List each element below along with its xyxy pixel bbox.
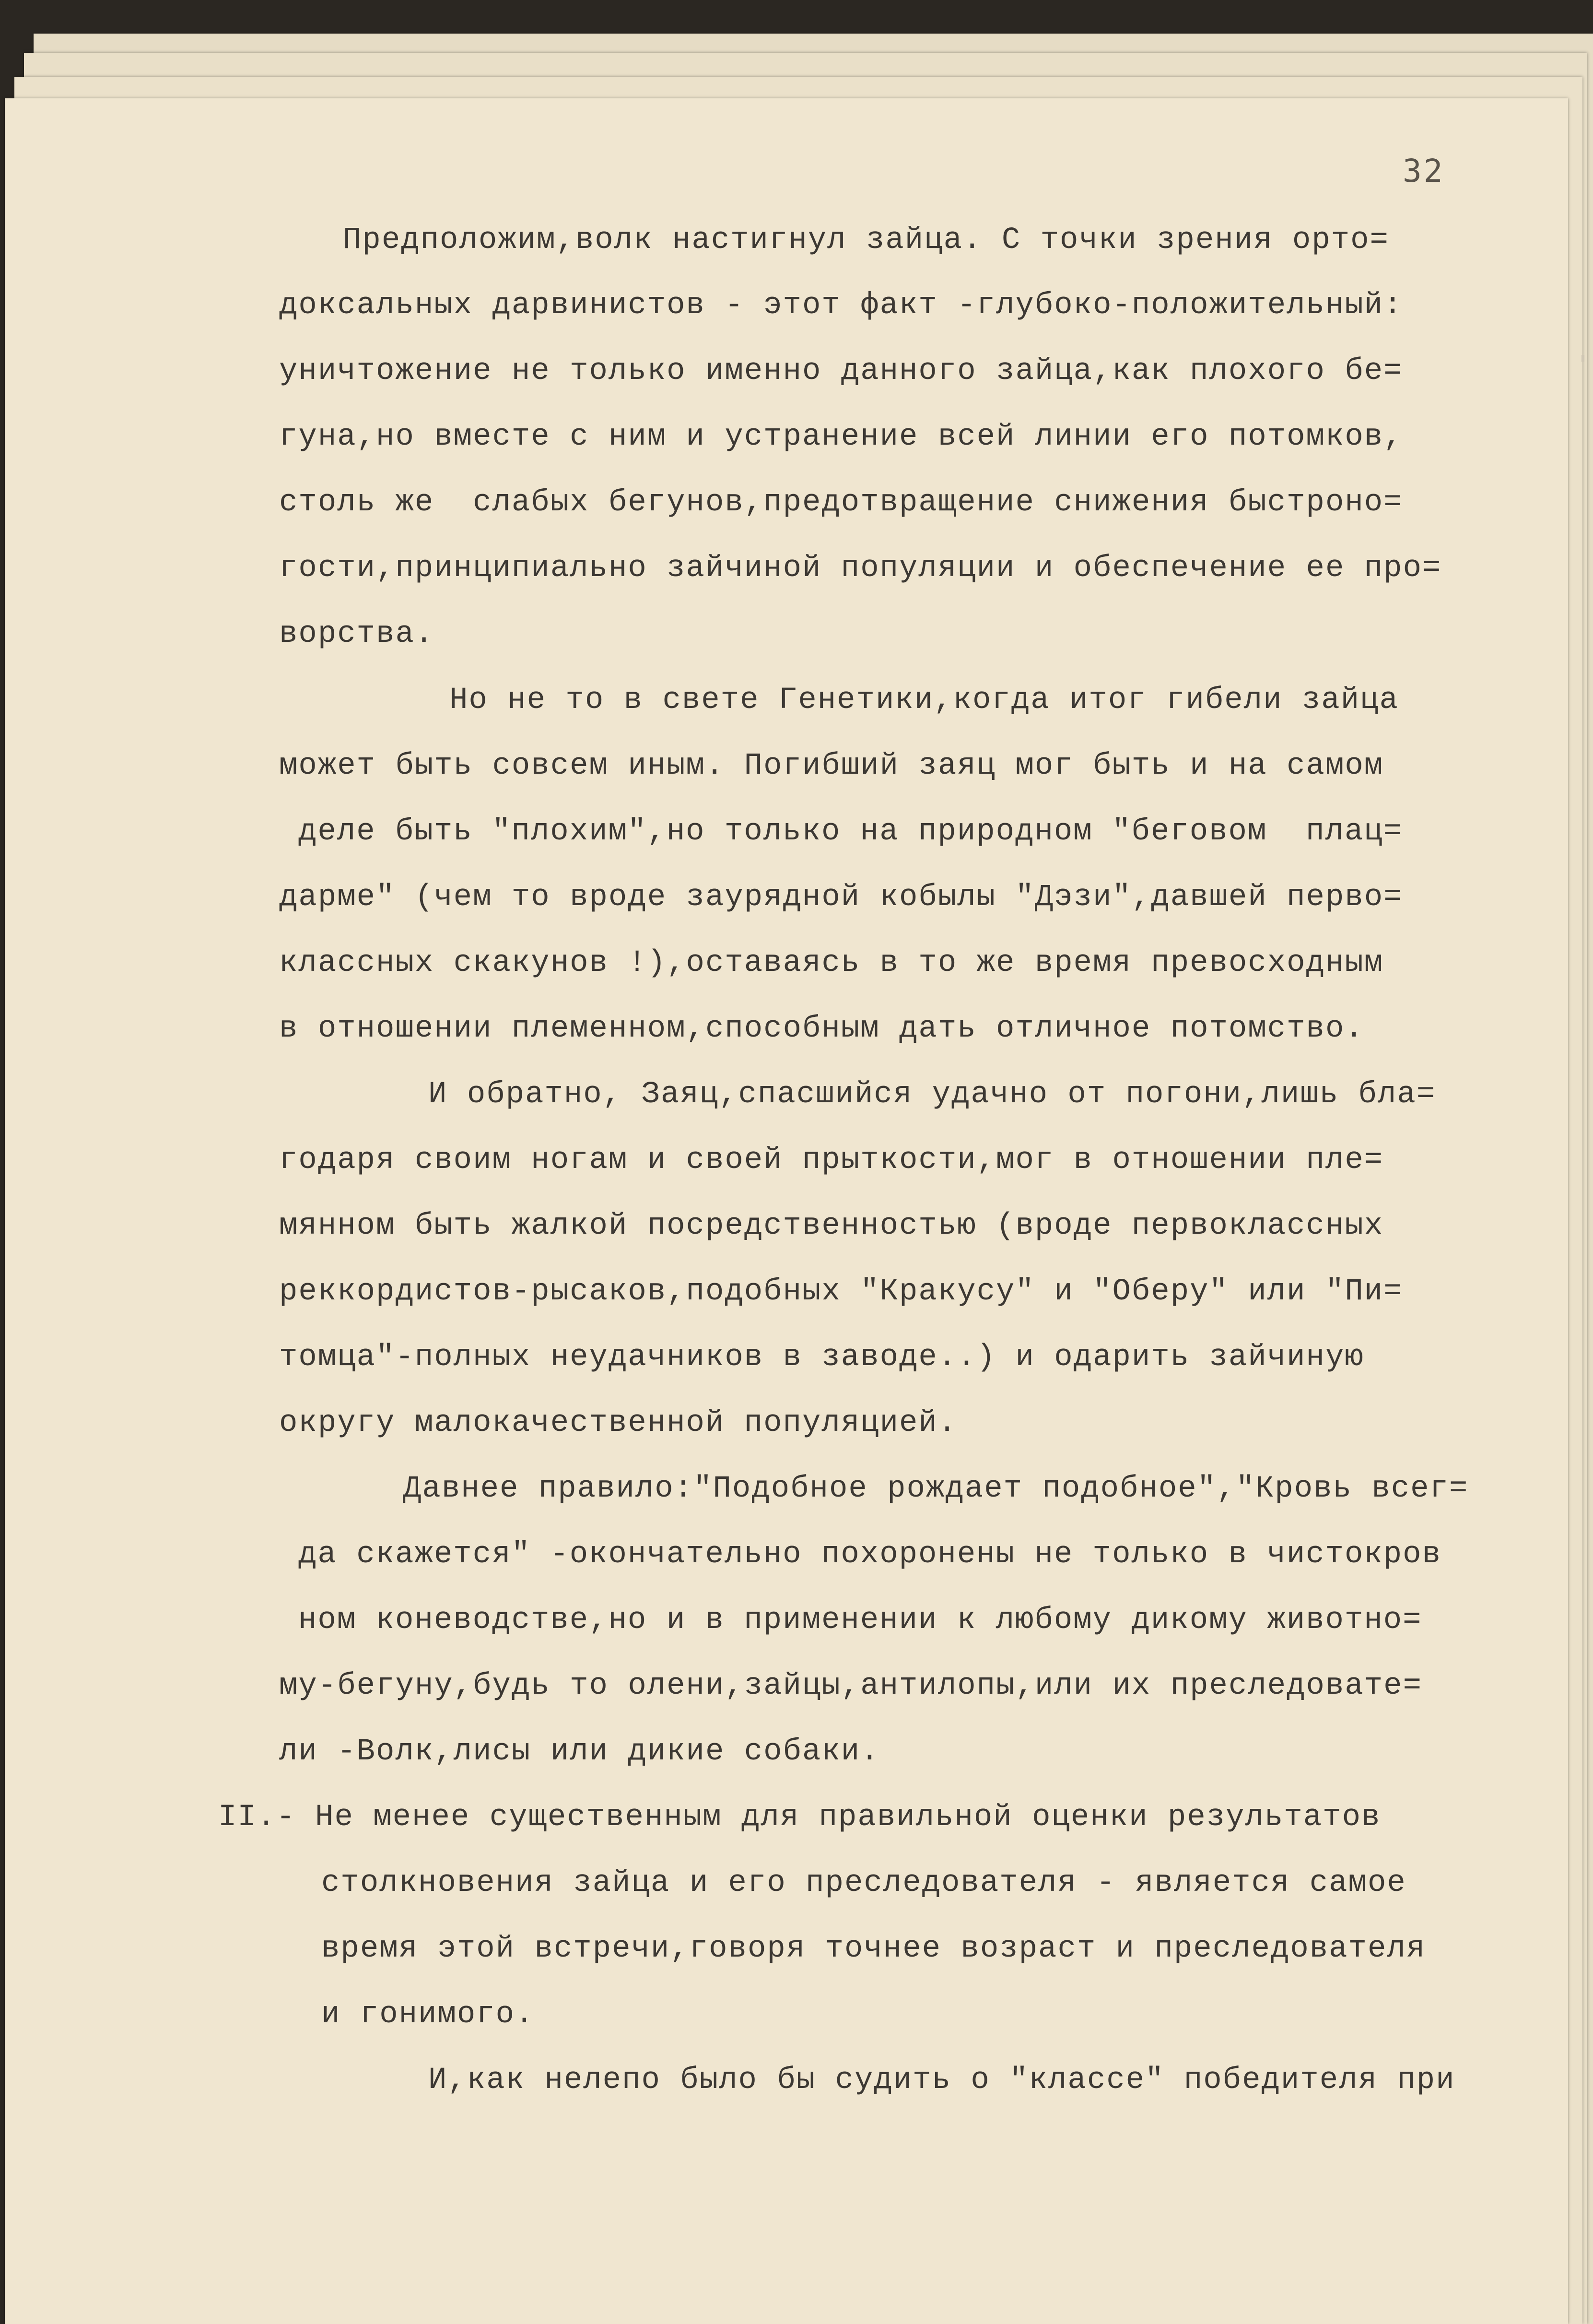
text-line: гуна,но вместе с ним и устранение всей линии его потомков, bbox=[279, 420, 1403, 454]
text-line: округу малокачественной популяцией. bbox=[279, 1406, 958, 1440]
text-line: доксальных дарвинистов - этот факт -глубоко-положительный: bbox=[279, 288, 1403, 323]
text-line: му-бегуну,будь то олени,зайцы,антилопы,или их преследовате= bbox=[279, 1669, 1422, 1703]
text-line: томца"-полных неудачников в заводе..) и одарить зайчиную bbox=[279, 1340, 1364, 1375]
text-line: II.- Не менее существенным для правильной оценки результатов bbox=[218, 1800, 1381, 1835]
text-line: может быть совсем иным. Погибший заяц мог быть и на самом bbox=[279, 749, 1384, 783]
text-line: ворства. bbox=[279, 617, 434, 651]
text-line: столь же слабых бегунов,предотвращение снижения быстроно= bbox=[279, 485, 1403, 520]
text-line: дарме" (чем то вроде заурядной кобылы "Дэзи",давшей перво= bbox=[279, 880, 1403, 915]
text-line: да скажется" -окончательно похоронены не только в чистокров bbox=[298, 1537, 1441, 1572]
text-line: мянном быть жалкой посредственностью (вроде первоклассных bbox=[279, 1209, 1384, 1243]
text-line: классных скакунов !),оставаясь в то же время превосходным bbox=[279, 946, 1384, 980]
text-line: И обратно, Заяц,спасшийся удачно от погони,лишь бла= bbox=[428, 1077, 1436, 1112]
text-line: Давнее правило:"Подобное рождает подобное","Кровь всег= bbox=[403, 1472, 1469, 1506]
text-line: столкновения зайца и его преследователя - является самое bbox=[321, 1866, 1406, 1900]
text-line: ли -Волк,лисы или дикие собаки. bbox=[279, 1734, 880, 1769]
text-line: время этой встречи,говоря точнее возраст и преследователя bbox=[321, 1932, 1426, 1966]
text-line: Но не то в свете Генетики,когда итог гибели зайца bbox=[449, 683, 1399, 718]
text-line: И,как нелепо было бы судить о "классе" победителя при bbox=[428, 2063, 1455, 2098]
text-line: Предположим,волк настигнул зайца. С точки зрения орто= bbox=[343, 223, 1389, 258]
text-line: деле быть "плохим",но только на природном "беговом плац= bbox=[298, 814, 1403, 849]
text-line: ном коневодстве,но и в применении к любому дикому животно= bbox=[298, 1603, 1422, 1638]
text-line: гости,принципиально зайчиной популяции и обеспечение ее про= bbox=[279, 551, 1442, 586]
text-line: годаря своим ногам и своей прыткости,мог в отношении пле= bbox=[279, 1143, 1384, 1178]
text-line: и гонимого. bbox=[321, 1997, 535, 2032]
text-line: уничтожение не только именно данного зайца,как плохого бе= bbox=[279, 354, 1403, 389]
text-line: реккордистов-рысаков,подобных "Кракусу" и "Оберу" или "Пи= bbox=[279, 1274, 1403, 1309]
page-number: 32 bbox=[1403, 153, 1445, 189]
text-line: в отношении племенном,способным дать отличное потомство. bbox=[279, 1012, 1364, 1046]
margin-mark bbox=[1581, 355, 1584, 362]
